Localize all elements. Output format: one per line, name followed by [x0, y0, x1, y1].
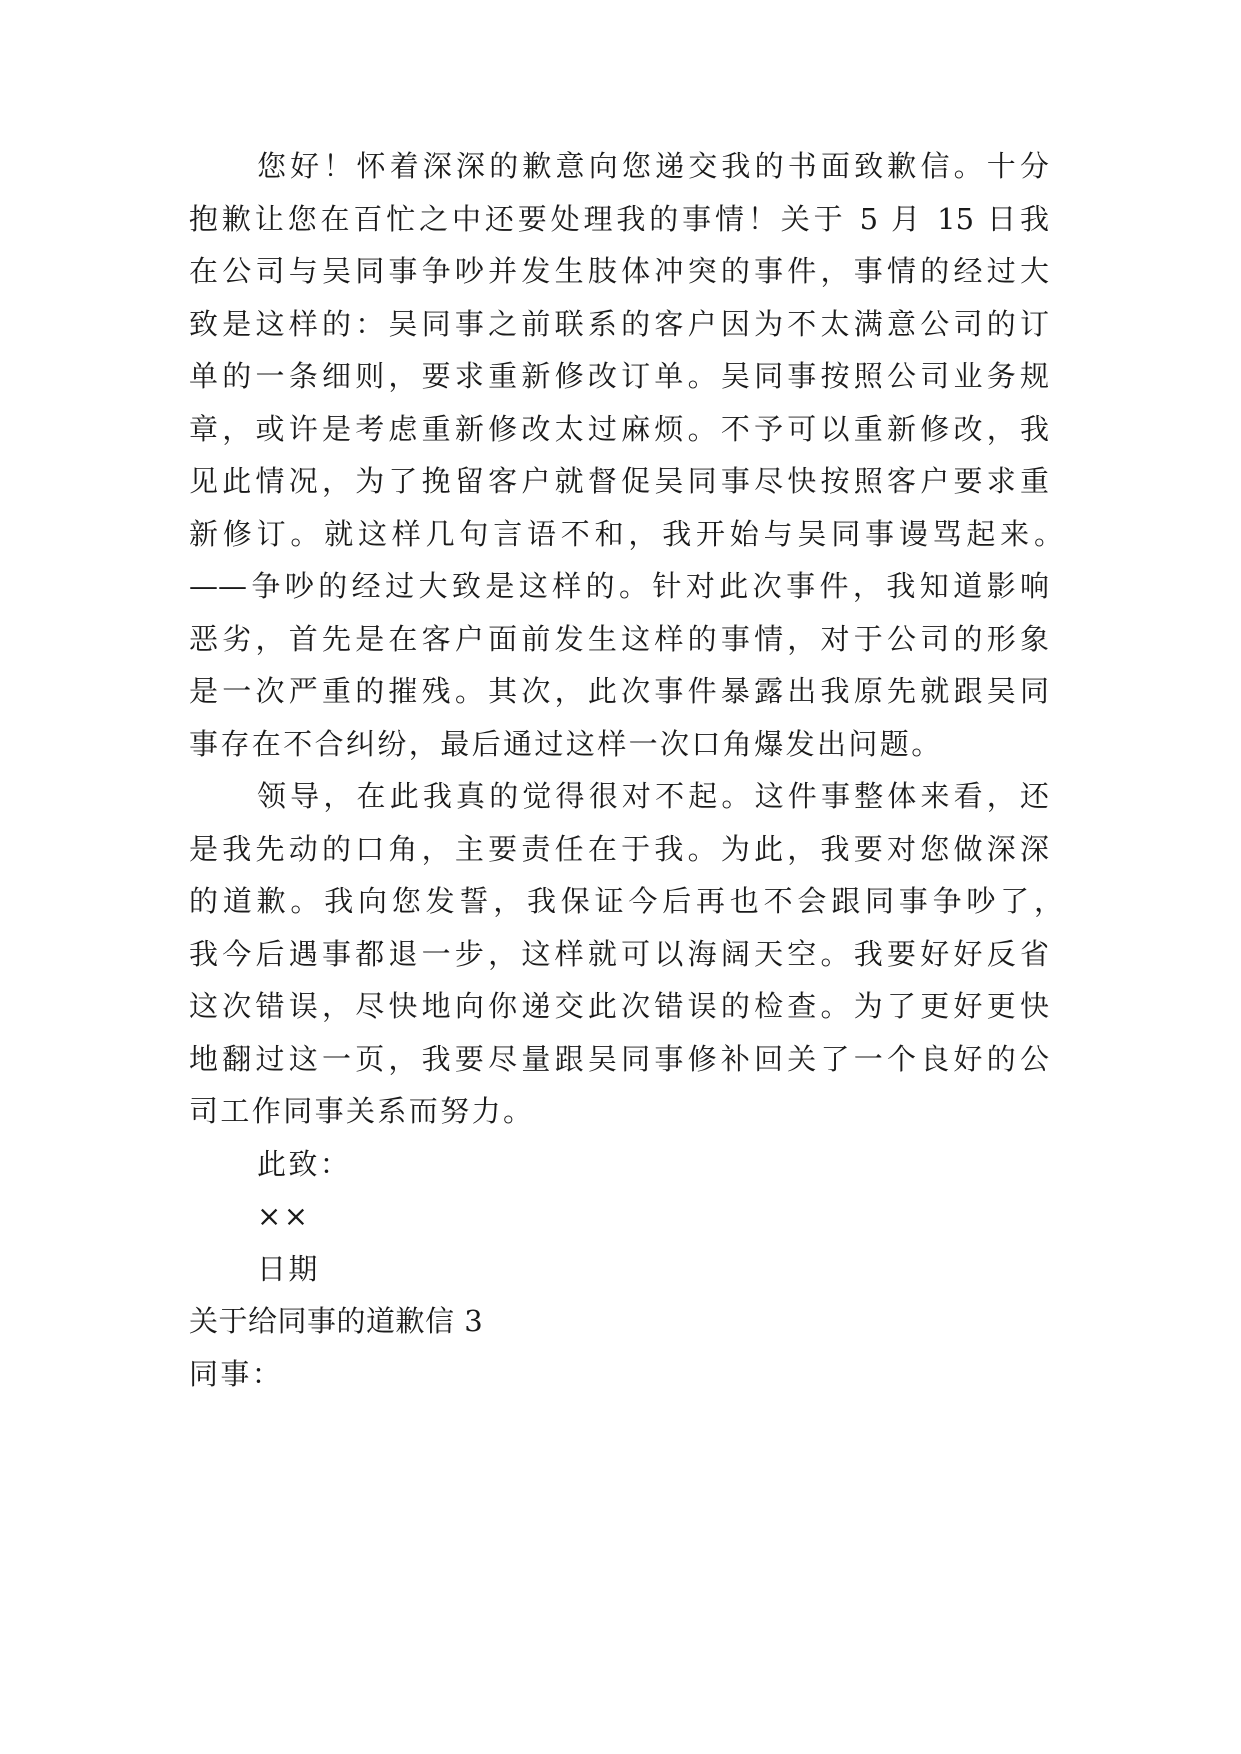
- section-title: 关于给同事的道歉信 3: [189, 1304, 484, 1338]
- paragraph-1-line-8: 新修订。就这样几句言语不和，我开始与吴同事谩骂起来。: [189, 517, 1063, 551]
- paragraph-1-line-12: 事存在不合纠纷，最后通过这样一次口角爆发出问题。: [189, 727, 943, 761]
- paragraph-2-line-3: 的道歉。我向您发誓，我保证今后再也不会跟同事争吵了，: [189, 884, 1063, 918]
- paragraph-2-line-2: 是我先动的口角，主要责任在于我。为此，我要对您做深深: [189, 832, 1049, 866]
- paragraph-1-line-7: 见此情况，为了挽留客户就督促吴同事尽快按照客户要求重: [189, 464, 1049, 498]
- paragraph-2-line-6: 地翻过这一页，我要尽量跟吴同事修补回关了一个良好的公: [189, 1042, 1049, 1076]
- paragraph-1-line-9: ——争吵的经过大致是这样的。针对此次事件，我知道影响: [189, 569, 1049, 603]
- paragraph-1-line-3: 在公司与吴同事争吵并发生肢体冲突的事件，事情的经过大: [189, 254, 1049, 288]
- paragraph-1-line-11: 是一次严重的摧残。其次，此次事件暴露出我原先就跟吴同: [189, 674, 1049, 708]
- paragraph-1-line-10: 恶劣，首先是在客户面前发生这样的事情，对于公司的形象: [189, 622, 1049, 656]
- closing-text: 此致：: [257, 1147, 352, 1181]
- paragraph-1-line-4: 致是这样的：吴同事之前联系的客户因为不太满意公司的订: [189, 307, 1049, 341]
- signature-text: ××: [257, 1199, 311, 1233]
- date-text: 日期: [257, 1252, 320, 1286]
- salutation-text: 同事：: [189, 1357, 284, 1391]
- paragraph-2-line-7: 司工作同事关系而努力。: [189, 1094, 535, 1128]
- paragraph-1-line-1: 您好！怀着深深的歉意向您递交我的书面致歉信。十分: [257, 149, 1049, 183]
- paragraph-2-line-1: 领导，在此我真的觉得很对不起。这件事整体来看，还: [257, 779, 1049, 813]
- paragraph-1-line-6: 章，或许是考虑重新修改太过麻烦。不予可以重新修改，我: [189, 412, 1049, 446]
- paragraph-2-line-4: 我今后遇事都退一步，这样就可以海阔天空。我要好好反省: [189, 937, 1049, 971]
- paragraph-2-line-5: 这次错误，尽快地向你递交此次错误的检查。为了更好更快: [189, 989, 1049, 1023]
- paragraph-1-line-2: 抱歉让您在百忙之中还要处理我的事情！关于 5 月 15 日我: [189, 202, 1049, 236]
- paragraph-1-line-5: 单的一条细则，要求重新修改订单。吴同事按照公司业务规: [189, 359, 1049, 393]
